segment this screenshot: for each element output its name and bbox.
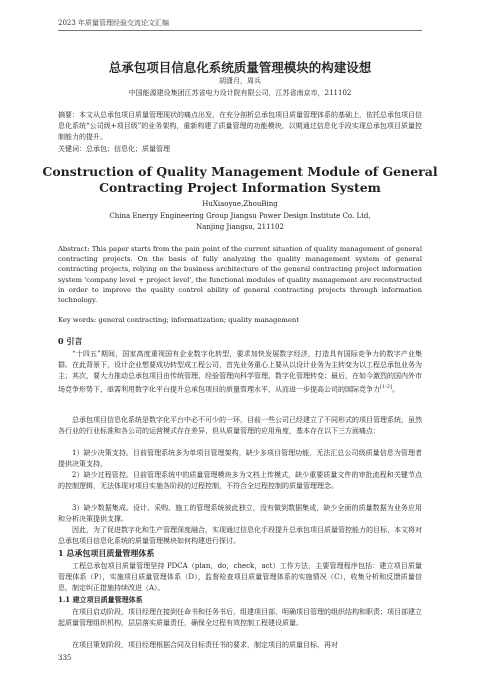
authors-cn: 胡潇月，周兵 [219,77,261,85]
affiliation-cn: 中国能源建设集团江苏省电力设计院有限公司，江苏省南京市，211102 [128,89,352,97]
abstract-en-label: Abstract: [58,245,90,253]
affiliation-en-line2: Nanjing Jiangsu, 211102 [196,223,284,231]
affiliation-en [0,211,480,233]
title-cn: 总承包项目信息化系统质量管理模块的构建设想 [108,60,372,75]
paragraph: 3）缺少数据集成。设计、采购、施工的管理系统彼此独立，没有做到数据集成，缺少全面的质量数据为业务应用和分析决策提供支撑。 [58,504,422,523]
paragraph: 2）缺少过程管控。目前管理系统中的质量管理模块多为文档上传模式，缺少重要质量文件的审批流程和关键节点的控制逻辑，无法体现对项目实施各阶段的过程控制，不符合全过程控制的质量管理理念。 [58,471,422,490]
abstract-en-text: This paper starts from the pain point of the current situation of quality management of general contracting projects. On the basis of fully analyzing the quality management system of general contracting projects, relying on the business architecture of the general contracting project information system 'company level + project level', the functional modules of quality management are reconstructed in order to improve the quality control ability of general contracting projects through information technology. [58,245,422,305]
journal-header: 2023 年质量管理经验交流论文汇编 [58,19,170,27]
section-heading-1: 1 总承包项目质量管理体系 [58,548,155,558]
authors-en: HuXiaoyue,ZhouBing [202,200,278,208]
abstract-cn-label: 摘要： [58,111,79,119]
page-number: 335 [58,654,72,662]
paragraph: 工程总承包项目质量管理坚持 PDCA（plan，do，check，act）工作方法，主要管理程序包括：建立项目质量管理体系（P），实施项目质量管理体系（D），监督检查项目质量管理体系的实施情况（C），收集分析和反馈质量信息，制定纠正措施持续改进（A）。 [58,562,422,592]
keywords-en-label: Key words: [58,316,97,324]
paragraph-text: “十四五”期间，国家高度重视国有企业数字化转型，要求加快发展数字经济，打造具有国际竞争力的数字产业集群。在此背景下，设计企业想要成功转型成工程公司，首先业务重心上要从以设计业务为主转变为以工程总承包业务为主；其次，要大力推动总承包项目由传统管理、经验管理向科学管理、数字化管理转变；最后，在如今激烈的国内外市场竞争形势下，亟需利用数字化平台提升总承包项目的质量管理水平，从而进一步提高公司的国际竞争力 [58,350,422,394]
keywords-cn-text: 总承包；信息化；质量管理 [86,145,170,153]
keywords-cn-label: 关键词： [58,145,86,153]
abstract-en [58,244,422,305]
keywords-cn [58,144,422,154]
paragraph: 总承包项目信息化系统是数字化平台中必不可少的一环，目前一些公司已经建立了不同形式的项目管理系统，虽然各行业的行业标准和各公司的运营模式存在差异，但从质量管理的应用角度，基本存在以下三方面痛点： [58,416,422,435]
keywords-en-text: general contracting; informatization; quality management [98,316,300,324]
keywords-en [58,316,422,324]
title-en: Construction of Quality Management Module of General Contracting Project Information System [42,164,438,195]
section-heading-1-1: 1.1 建立项目质量管理体系 [58,595,143,604]
abstract-cn [58,110,422,143]
abstract-cn-text: 本文从总承包项目质量管理现状的痛点出发，在充分剖析总承包项目质量管理体系的基础上，依托总承包项目信息化系统“公司级+项目级”的业务架构，重新构建了质量管理的功能模块，以期通过信息化手段实现总承包项目质量控制能力的提升。 [58,111,422,141]
paragraph: 在项目策划阶段，项目经理根据合同及目标责任书的要求，制定项目的质量目标，再对 [72,641,338,649]
citation: [1-2] [380,384,392,390]
paragraph: 1）缺少决策支持。目前管理系统多为单项目管理架构，缺少多项目管理功能，无法汇总公司级质量信息为管理者提供决策支持。 [58,449,422,468]
header-rule [58,30,422,31]
paragraph: 在项目启动阶段，项目经理在接到任命书和任务书后，组建项目部，明确项目管理的组织结构和职责；项目部建立起质量管理组织机构，层层落实质量责任，确保全过程有效控制工程建设质量。 [58,608,422,627]
paragraph-tail: 。 [391,385,399,394]
paragraph [58,349,422,395]
section-heading-intro: 0 引言 [58,336,83,346]
affiliation-en-line1: China Energy Engineering Group Jiangsu Power Design Institute Co. Ltd, [109,212,371,220]
paragraph: 因此，为了促进数字化和生产管理深度融合，实现通过信息化手段提升总承包项目质量管控能力的目标，本文将对总承包项目信息化系统的质量管理模块如何构建进行探讨。 [58,526,422,545]
